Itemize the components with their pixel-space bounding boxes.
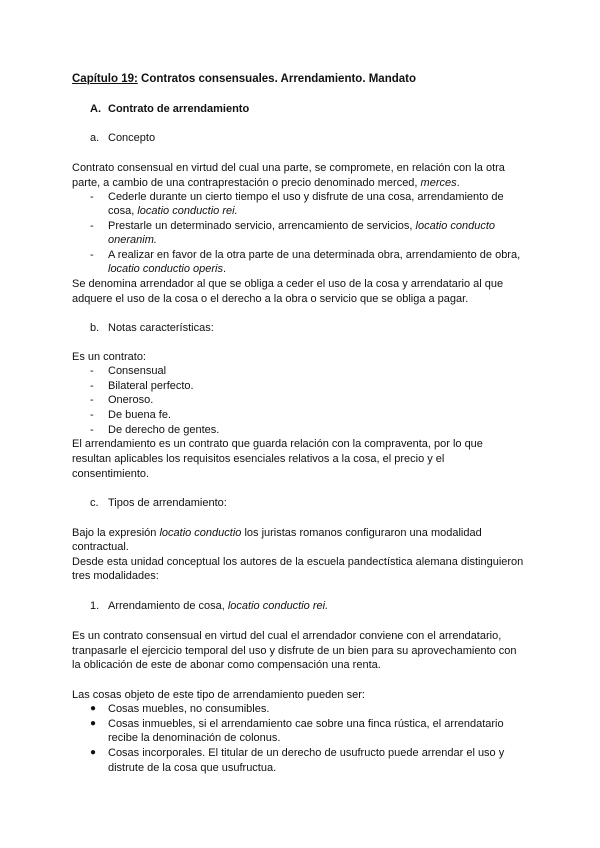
concepto-d3-line2-a: locatio conductio operis: [108, 263, 223, 275]
dash-marker: -: [90, 424, 94, 436]
notas-item: De buena fe.: [108, 409, 171, 421]
dash-marker: -: [90, 191, 94, 203]
concepto-d2-line1-b: locatio conducto: [415, 220, 496, 232]
sub-b-title: Notas características:: [108, 322, 214, 334]
sub-a-marker: a.: [90, 132, 100, 144]
concepto-d1-line2-a: cosa,: [108, 205, 138, 217]
notas-item: De derecho de gentes.: [108, 424, 220, 436]
sub-a-title: Concepto: [108, 132, 156, 144]
cosa-p1-line2: tranpasarle el ejercicio temporal del uso y disfrute de un bien para su aprovechamiento con: [72, 645, 517, 657]
notas-p-line1: El arrendamiento es un contrato que guarda relación con la compraventa, por lo que: [72, 438, 483, 450]
concepto-p1-line2: [72, 176, 460, 190]
item1-marker: 1.: [90, 600, 100, 612]
notas-p-line3: consentimiento.: [72, 468, 150, 480]
notas-item: Bilateral perfecto.: [108, 380, 194, 392]
notas-item: Consensual: [108, 365, 167, 377]
notas-p-line2: resultan aplicables los requisitos esenciales relativos a la cosa, el precio y el: [72, 453, 445, 465]
tipos-line4: tres modalidades:: [72, 570, 159, 582]
cosa-bullet-1: Cosas muebles, no consumibles.: [108, 703, 270, 715]
chapter-label: Capítulo 19:: [72, 73, 138, 85]
cosa-bullet-2-line2: recibe la denominación de colonus.: [108, 732, 281, 744]
cosa-p1-line1: Es un contrato consensual en virtud del cual el arrendador conviene con el arrendatario,: [72, 630, 502, 642]
concepto-d2-line2-text: oneranim.: [108, 234, 157, 246]
concepto-d1-line1: Cederle durante un cierto tiempo el uso y disfrute de una cosa, arrendamiento de: [108, 191, 504, 203]
dash-marker: -: [90, 220, 94, 232]
section-a-marker: A.: [90, 103, 101, 115]
cosa-bullet-3-line2: distrute de la cosa que usufructua.: [108, 762, 277, 774]
item1-title-b: locatio conductio rei.: [227, 600, 329, 612]
concepto-d1-line2: [108, 204, 238, 218]
dash-marker: -: [90, 380, 94, 392]
concepto-d2-line2: [108, 233, 157, 247]
tipos-line2: contractual.: [72, 541, 129, 553]
chapter-title: [72, 72, 416, 86]
cosa-bullet-2-line1: Cosas inmuebles, si el arrendamiento cae sobre una finca rústica, el arrendatario: [108, 718, 504, 730]
dash-marker: -: [90, 394, 94, 406]
dash-marker: -: [90, 249, 94, 261]
dash-marker: -: [90, 409, 94, 421]
tipos-line1-a: Bajo la expresión: [72, 527, 160, 539]
concepto-d3-line1: A realizar en favor de la otra parte de una determinada obra, arrendamiento de obra,: [108, 249, 521, 261]
tipos-line1: [72, 526, 482, 540]
item1-title: [108, 599, 328, 613]
bullet-icon: ●: [90, 703, 97, 714]
cosa-p1-line3: la oblicación de este de abonar como compensación una renta.: [72, 659, 381, 671]
cosa-bullet-3-line1: Cosas incorporales. El titular de un derecho de usufructo puede arrendar el uso y: [108, 747, 505, 759]
concepto-d3-line2-b: .: [222, 263, 227, 275]
tipos-line3: Desde esta unidad conceptual los autores de la escuela pandectística alemana distinguieron: [72, 556, 524, 568]
item1-title-a: Arrendamiento de cosa,: [108, 600, 228, 612]
notas-intro: Es un contrato:: [72, 351, 146, 363]
concepto-p1-line2-c: .: [456, 177, 460, 189]
notas-item: Oneroso.: [108, 394, 154, 406]
sub-b-marker: b.: [90, 322, 100, 334]
sub-c-title: Tipos de arrendamiento:: [108, 497, 227, 509]
bullet-icon: ●: [90, 718, 97, 729]
concepto-d1-line2-b: locatio conductio rei.: [137, 205, 238, 217]
concepto-p1-line2-a: parte, a cambio de una contraprestación o precio denominado merced,: [72, 177, 421, 189]
concepto-d2-line1: [108, 219, 495, 233]
cosa-p2: Las cosas objeto de este tipo de arrendamiento pueden ser:: [72, 689, 365, 701]
tipos-line1-b: locatio conductio: [159, 527, 242, 539]
sub-c-marker: c.: [90, 497, 99, 509]
dash-marker: -: [90, 365, 94, 377]
concepto-d3-line2: [108, 262, 226, 276]
concepto-p1-line1: Contrato consensual en virtud del cual una parte, se compromete, en relación con la otra: [72, 162, 505, 174]
concepto-p1-line2-b: merces: [420, 177, 457, 189]
bullet-icon: ●: [90, 747, 97, 758]
concepto-p2-line1: Se denomina arrendador al que se obliga a ceder el uso de la cosa y arrendatario al que: [72, 278, 504, 290]
chapter-title-text: Contratos consensuales. Arrendamiento. Mandato: [141, 73, 416, 85]
section-a-title: Contrato de arrendamiento: [108, 103, 250, 115]
concepto-p2-line2: adquere el uso de la cosa o el derecho a la obra o servicio que se obliga a pagar.: [72, 293, 469, 305]
tipos-line1-c: los juristas romanos configuraron una modalidad: [241, 527, 482, 539]
concepto-d2-line1-a: Prestarle un determinado servicio, arrencamiento de servicios,: [108, 220, 416, 232]
